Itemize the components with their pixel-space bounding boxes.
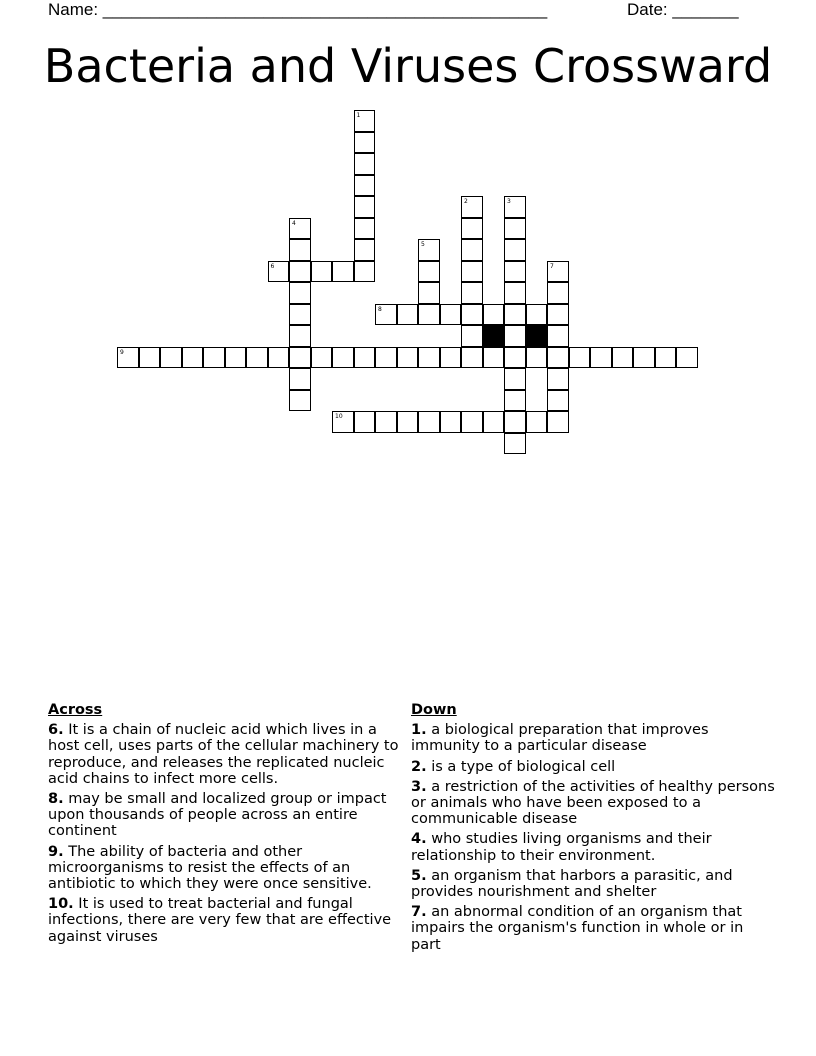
grid-cell[interactable] bbox=[504, 282, 526, 304]
crossword-grid bbox=[0, 0, 816, 480]
clue-number: 9. bbox=[48, 843, 64, 860]
grid-cell[interactable] bbox=[354, 218, 376, 240]
grid-cell[interactable] bbox=[655, 347, 677, 369]
clue-text: an organism that harbors a parasitic, and provides nourishment and shelter bbox=[411, 867, 733, 901]
down-heading: Down bbox=[411, 702, 457, 718]
grid-cell[interactable] bbox=[461, 239, 483, 261]
clue-down-4 bbox=[411, 831, 776, 863]
grid-cell[interactable] bbox=[182, 347, 204, 369]
grid-cell[interactable] bbox=[633, 347, 655, 369]
grid-cell[interactable] bbox=[547, 282, 569, 304]
grid-cell[interactable] bbox=[397, 411, 419, 433]
grid-cell[interactable] bbox=[354, 153, 376, 175]
grid-cell[interactable] bbox=[246, 347, 268, 369]
grid-cell[interactable] bbox=[547, 261, 569, 283]
clue-across-10 bbox=[48, 896, 408, 945]
cell-number: 9 bbox=[120, 348, 124, 356]
grid-cell[interactable] bbox=[483, 347, 505, 369]
cell-number: 8 bbox=[378, 305, 382, 313]
grid-cell[interactable] bbox=[375, 411, 397, 433]
grid-cell[interactable] bbox=[440, 304, 462, 326]
clue-number: 1. bbox=[411, 722, 427, 739]
grid-cell[interactable] bbox=[354, 347, 376, 369]
clue-number: 6. bbox=[48, 722, 64, 739]
grid-cell[interactable] bbox=[289, 325, 311, 347]
grid-cell[interactable] bbox=[117, 347, 139, 369]
grid-cell[interactable] bbox=[440, 347, 462, 369]
clue-number: 10. bbox=[48, 896, 74, 913]
clue-text: a biological preparation that improves immunity to a particular disease bbox=[411, 722, 709, 755]
grid-cell[interactable] bbox=[354, 132, 376, 154]
grid-cell[interactable] bbox=[590, 347, 612, 369]
clue-across-6 bbox=[48, 722, 408, 787]
grid-cell[interactable] bbox=[268, 261, 290, 283]
grid-cell[interactable] bbox=[160, 347, 182, 369]
date-field[interactable]: Date: _______ bbox=[627, 0, 739, 19]
grid-cell[interactable] bbox=[289, 304, 311, 326]
grid-cell[interactable] bbox=[354, 175, 376, 197]
cell-number: 2 bbox=[464, 198, 468, 205]
clue-text: an abnormal condition of an organism that impairs the organism's function in whole or in part bbox=[411, 904, 744, 953]
grid-cell[interactable] bbox=[547, 325, 569, 347]
grid-cell[interactable] bbox=[375, 347, 397, 369]
grid-cell[interactable] bbox=[418, 411, 440, 433]
grid-cell[interactable] bbox=[547, 368, 569, 390]
clue-across-9 bbox=[48, 844, 408, 893]
grid-cell[interactable] bbox=[526, 411, 548, 433]
grid-cell[interactable] bbox=[461, 218, 483, 240]
grid-cell[interactable] bbox=[440, 411, 462, 433]
grid-block bbox=[483, 325, 505, 347]
grid-cell[interactable] bbox=[268, 347, 290, 369]
grid-cell[interactable] bbox=[418, 282, 440, 304]
grid-cell[interactable] bbox=[225, 347, 247, 369]
grid-cell[interactable] bbox=[203, 347, 225, 369]
clue-number: 8. bbox=[48, 791, 64, 808]
grid-cell[interactable] bbox=[612, 347, 634, 369]
grid-cell[interactable] bbox=[289, 368, 311, 390]
clue-number: 3. bbox=[411, 778, 427, 795]
grid-cell[interactable] bbox=[397, 347, 419, 369]
grid-cell[interactable] bbox=[375, 304, 397, 326]
grid-cell[interactable] bbox=[504, 304, 526, 326]
grid-cell[interactable] bbox=[504, 433, 526, 455]
grid-cell[interactable] bbox=[418, 239, 440, 261]
clue-across-8 bbox=[48, 791, 408, 840]
grid-cell[interactable] bbox=[332, 411, 354, 433]
clue-text: a restriction of the activities of healthy persons or animals who have been exposed to a communicable disease bbox=[411, 778, 775, 828]
cell-number: 6 bbox=[270, 262, 275, 270]
grid-cell[interactable] bbox=[547, 411, 569, 433]
clue-number: 7. bbox=[411, 904, 427, 921]
cell-number: 5 bbox=[421, 241, 425, 248]
clue-text: who studies living organisms and their relationship to their environment. bbox=[411, 831, 712, 864]
grid-cell[interactable] bbox=[504, 325, 526, 347]
clue-number: 4. bbox=[411, 831, 427, 848]
grid-cell[interactable] bbox=[418, 347, 440, 369]
clue-text: It is used to treat bacterial and fungal infections, there are very few that are effective against viruses bbox=[48, 896, 392, 945]
grid-cell[interactable] bbox=[526, 304, 548, 326]
page-title: Bacteria and Viruses Crossward bbox=[43, 39, 773, 93]
grid-cell[interactable] bbox=[311, 347, 333, 369]
cell-number: 10 bbox=[335, 413, 343, 420]
grid-cell[interactable] bbox=[461, 261, 483, 283]
grid-cell[interactable] bbox=[289, 390, 311, 412]
grid-cell[interactable] bbox=[289, 347, 311, 369]
grid-cell[interactable] bbox=[547, 304, 569, 326]
grid-cell[interactable] bbox=[461, 411, 483, 433]
grid-cell[interactable] bbox=[504, 347, 526, 369]
grid-cell[interactable] bbox=[504, 261, 526, 283]
grid-cell[interactable] bbox=[397, 304, 419, 326]
clue-text: may be small and localized group or impact upon thousands of people across an entire continent bbox=[48, 791, 387, 840]
clue-text: The ability of bacteria and other microorganisms to resist the effects of an antibiotic to which they were once sensitive. bbox=[48, 843, 372, 893]
grid-cell[interactable] bbox=[461, 196, 483, 218]
grid-cell[interactable] bbox=[289, 261, 311, 283]
grid-cell[interactable] bbox=[569, 347, 591, 369]
cell-number: 3 bbox=[507, 198, 511, 205]
grid-cell[interactable] bbox=[504, 218, 526, 240]
clue-text: It is a chain of nucleic acid which lives in a host cell, uses parts of the cellular machinery to reproduce, and releases the replicated nucleic acid chains to infect more cells. bbox=[48, 722, 399, 787]
grid-cell[interactable] bbox=[332, 261, 354, 283]
grid-cell[interactable] bbox=[139, 347, 161, 369]
across-heading: Across bbox=[48, 702, 103, 718]
grid-cell[interactable] bbox=[504, 411, 526, 433]
cell-number: 7 bbox=[550, 262, 554, 270]
grid-cell[interactable] bbox=[289, 282, 311, 304]
grid-cell[interactable] bbox=[461, 304, 483, 326]
grid-cell[interactable] bbox=[504, 239, 526, 261]
clue-number: 5. bbox=[411, 867, 427, 884]
grid-cell[interactable] bbox=[504, 196, 526, 218]
clue-down-2 bbox=[411, 759, 776, 775]
grid-block bbox=[526, 325, 548, 347]
clue-down-5 bbox=[411, 868, 776, 900]
cell-number: 4 bbox=[292, 219, 296, 227]
grid-cell[interactable] bbox=[354, 261, 376, 283]
clue-text: is a type of biological cell bbox=[431, 758, 616, 775]
grid-cell[interactable] bbox=[289, 239, 311, 261]
grid-cell[interactable] bbox=[461, 347, 483, 369]
grid-cell[interactable] bbox=[311, 261, 333, 283]
grid-cell[interactable] bbox=[354, 411, 376, 433]
grid-cell[interactable] bbox=[332, 347, 354, 369]
grid-cell[interactable] bbox=[418, 304, 440, 326]
grid-cell[interactable] bbox=[354, 196, 376, 218]
down-clues bbox=[411, 702, 776, 957]
cell-number: 1 bbox=[356, 112, 361, 119]
grid-cell[interactable] bbox=[676, 347, 698, 369]
grid-cell[interactable] bbox=[483, 411, 505, 433]
grid-cell[interactable] bbox=[418, 261, 440, 283]
grid-cell[interactable] bbox=[547, 347, 569, 369]
grid-cell[interactable] bbox=[354, 110, 376, 132]
clue-number: 2. bbox=[411, 758, 427, 775]
grid-cell[interactable] bbox=[547, 390, 569, 412]
grid-cell[interactable] bbox=[289, 218, 311, 240]
grid-cell[interactable] bbox=[504, 368, 526, 390]
grid-cell[interactable] bbox=[504, 390, 526, 412]
grid-cell[interactable] bbox=[461, 282, 483, 304]
clue-down-3 bbox=[411, 779, 776, 828]
grid-cell[interactable] bbox=[526, 347, 548, 369]
grid-cell[interactable] bbox=[461, 325, 483, 347]
grid-cell[interactable] bbox=[354, 239, 376, 261]
name-field[interactable]: Name: _______________________________________________ bbox=[48, 0, 548, 19]
clue-down-7 bbox=[411, 904, 776, 953]
grid-cell[interactable] bbox=[483, 304, 505, 326]
clue-down-1 bbox=[411, 722, 776, 754]
across-clues bbox=[48, 702, 408, 949]
